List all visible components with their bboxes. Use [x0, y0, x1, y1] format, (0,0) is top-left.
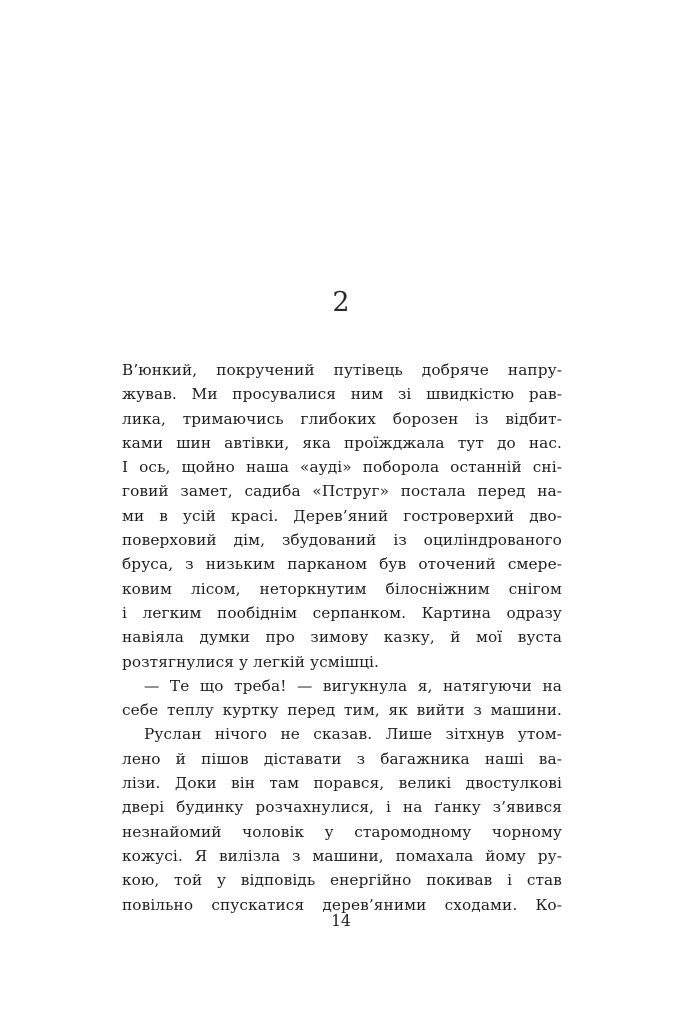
text-line: лика, тримаючись глибоких борозен із відбит- [122, 409, 562, 428]
text-line: ковим лісом, неторкнутим білосніжним снігом [122, 579, 562, 598]
text-line: кожусі. Я вилізла з машини, помахала йому ру- [122, 846, 562, 865]
text-line: І ось, щойно наша «ауді» поборола останній сні- [122, 458, 562, 477]
page-number: 14 [331, 912, 351, 930]
text-line: — Те що треба! — вигукнула я, натягуючи на [144, 676, 562, 695]
text-line: В’юнкий, покручений путівець добряче напру- [122, 361, 562, 379]
text-line: говий замет, садиба «Пструг» постала перед на- [122, 482, 562, 501]
text-line: навіяла думки про зимову казку, й мої вуста [122, 628, 562, 647]
text-line: незнайомий чоловік у старомодному чорному [122, 822, 562, 841]
text-line: бруса, з низьким парканом був оточений смере- [122, 555, 562, 574]
text-line: двері будинку розчахнулися, і на ґанку з’явився [122, 798, 562, 817]
text-line: ками шин автівки, яка проїжджала тут до нас. [122, 433, 562, 452]
text-line: лізи. Доки він там порався, великі двостулкові [122, 774, 562, 793]
text-line: лено й пішов діставати з багажника наші ва- [122, 749, 562, 768]
text-line: поверховий дім, збудований із оциліндрованого [122, 531, 562, 550]
body-text [122, 358, 562, 917]
text-line: кою, той у відповідь енергійно покивав і став [122, 871, 562, 890]
text-line: і легким пообіднім серпанком. Картина одразу [122, 603, 562, 622]
text-line: Руслан нічого не сказав. Лише зітхнув утом- [144, 725, 562, 744]
text-line: себе теплу куртку перед тим, як вийти з машини. [122, 701, 562, 720]
chapter-number: 2 [332, 287, 350, 318]
text-line: повільно спускатися дерев’яними сходами. Ко- [122, 895, 562, 914]
text-line: жував. Ми просувалися ним зі швидкістю рав- [122, 385, 562, 404]
text-line: розтягнулися у легкій усмішці. [122, 652, 379, 671]
text-line: ми в усій красі. Дерев’яний гостроверхий дво- [122, 506, 562, 525]
